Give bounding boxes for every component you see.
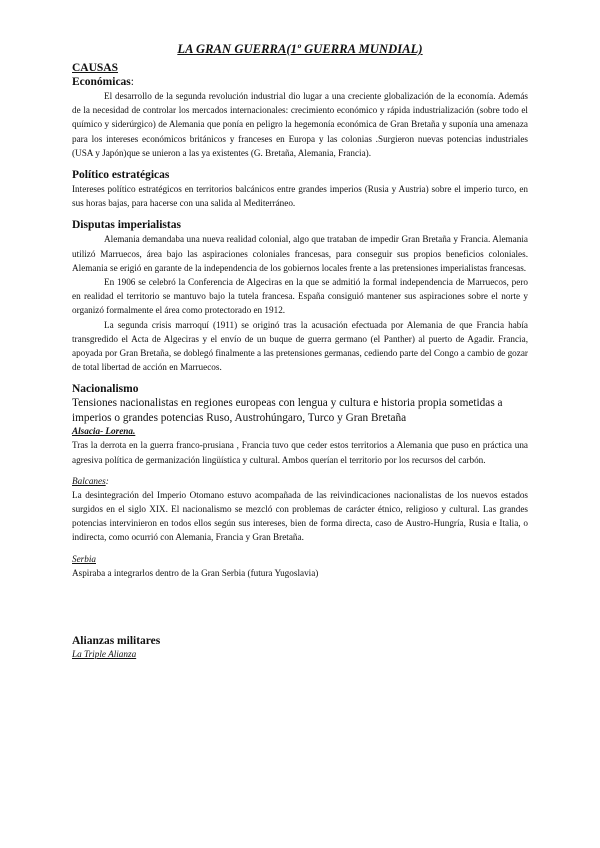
politico-paragraph: Intereses político estratégicos en territorios balcánicos entre grandes imperios (Rusia y Austria) sobre el imperio turco, en sus horas bajas, para hacerse con una salida al Mediterráneo. xyxy=(72,184,528,209)
disputas-paragraph-2: En 1906 se celebró la Conferencia de Algeciras en la que se admitió la formal independencia de Marruecos, pero en realidad el territorio se mantuvo bajo la tutela francesa. España consiguió mantener sus aspiraciones sobre el norte y organizó formalmente el área como protectorado en 1912. xyxy=(72,277,528,316)
economicas-heading-text: Económicas xyxy=(72,76,131,88)
document-page xyxy=(72,42,528,661)
disputas-heading: Disputas imperialistas xyxy=(72,219,181,232)
balcanes-label-suffix: : xyxy=(105,475,109,486)
serbia-paragraph: Aspiraba a integrarlos dentro de la Gran Serbia (futura Yugoslavia) xyxy=(72,567,319,578)
disputas-paragraph-1: Alemania demandaba una nueva realidad colonial, algo que trataban de impedir Gran Bretaña y Francia. Alemania utilizó Marruecos, área bajo las aspiraciones coloniales francesas, para conseguir sus propios beneficios coloniales. Alemania se erigió en garante de la independencia de los gobiernos locales frente a las pretensiones imperialistas francesas. xyxy=(72,234,528,273)
balcanes-paragraph: La desintegración del Imperio Otomano estuvo acompañada de las reivindicaciones nacionalistas de los nuevos estados surgidos en el siglo XIX. El nacionalismo se mezcló con problemas de carácter étnico, religioso y cultural. Las grandes potencias intervinieron en todos ellos según sus intereses, bien de forma directa, caso de Austro-Hungría, Rusia e Italia, o indirecta, como ocurrió con Alemania, Francia y Gran Bretaña. xyxy=(72,489,528,543)
triple-alianza-label: La Triple Alianza xyxy=(72,648,137,659)
nacionalismo-heading: Nacionalismo xyxy=(72,383,139,396)
economicas-colon: : xyxy=(130,76,134,88)
alsacia-label: Alsacia- Lorena. xyxy=(72,426,136,437)
politico-heading: Político estratégicas xyxy=(72,169,170,182)
document-title: LA GRAN GUERRA(1º GUERRA MUNDIAL) xyxy=(177,42,423,56)
serbia-label: Serbia xyxy=(72,553,96,564)
alsacia-paragraph: Tras la derrota en la guerra franco-prusiana , Francia tuvo que ceder estos territorios a Alemania que puso en práctica una agresiva política de germanización lingüística y cultural. Ambos querían el territorio por los recursos del carbón. xyxy=(72,440,528,465)
disputas-paragraph-3: La segunda crisis marroquí (1911) se originó tras la acusación efectuada por Alemania de que Francia había transgredido el Acta de Algeciras y el envío de un buque de guerra germano (el Panther) al puerto de Agadir. Francia, apoyada por Gran Bretaña, se doblegó finalmente a las pretensiones germanas, cediendo parte del Congo a cambio de gozar de total libertad de acción en Marruecos. xyxy=(72,319,528,373)
economicas-paragraph: El desarrollo de la segunda revolución industrial dio lugar a una creciente globalización de la economía. Además de la necesidad de controlar los mercados internacionales: crecimiento económico y rápida industrialización (sobre todo el químico y siderúrgico) de Alemania que ponía en peligro la hegemonía económica de Gran Bretaña y suponía una amenaza para los intereses económicos británicos y franceses en Europa y las colonias .Surgieron nuevas potencias industriales (USA y Japón)que se unieron a las ya existentes (G. Bretaña, Alemania, Francia). xyxy=(72,91,528,158)
balcanes-label xyxy=(72,475,528,488)
alianzas-heading: Alianzas militares xyxy=(72,634,161,647)
balcanes-label-text: Balcanes xyxy=(72,475,106,486)
economicas-heading xyxy=(72,75,528,89)
nacionalismo-lead: Tensiones nacionalistas en regiones europeas con lengua y cultura e historia propia sometidas a imperios o grandes potencias Ruso, Austrohúngaro, Turco y Gran Bretaña xyxy=(72,397,503,424)
causas-heading: CAUSAS xyxy=(72,62,119,74)
